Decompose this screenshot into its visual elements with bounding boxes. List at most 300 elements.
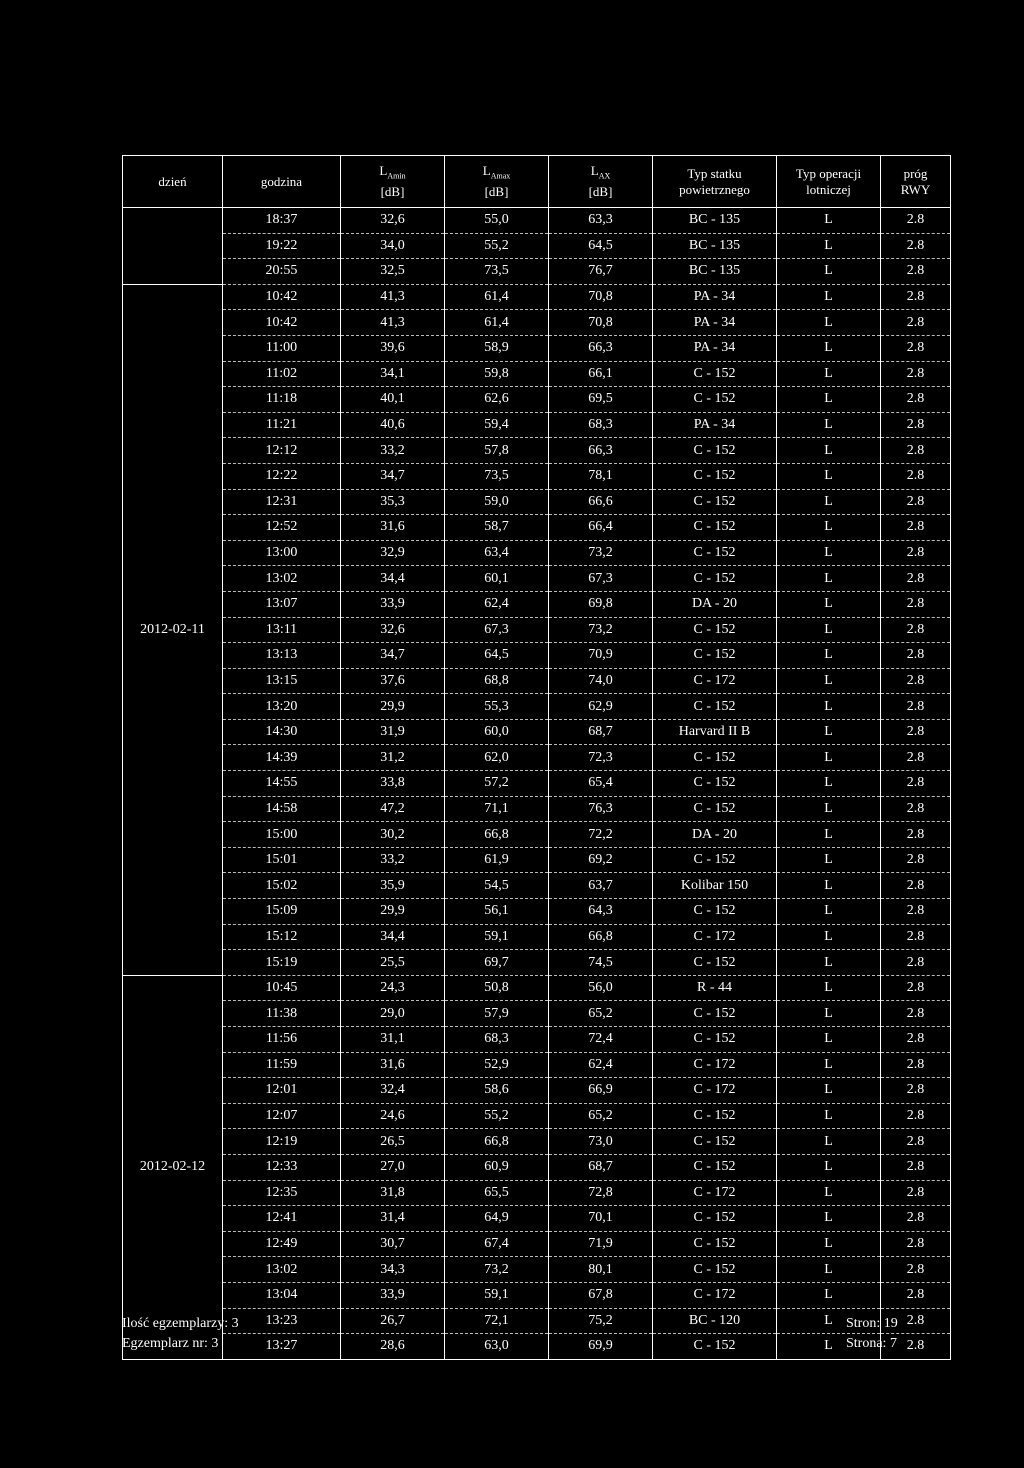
aircraft-cell: BC - 120 — [653, 1308, 777, 1334]
operation-cell: L — [777, 1334, 881, 1360]
operation-cell: L — [777, 438, 881, 464]
lamax-cell: 60,9 — [445, 1154, 549, 1180]
table-row — [123, 1078, 951, 1104]
threshold-cell: 2.8 — [881, 335, 951, 361]
time-cell: 11:59 — [223, 1052, 341, 1078]
operation-cell: L — [777, 975, 881, 1001]
lamax-cell: 64,5 — [445, 643, 549, 669]
operation-cell: L — [777, 1282, 881, 1308]
table-row — [123, 1154, 951, 1180]
operation-cell: L — [777, 387, 881, 413]
lamax-cell: 58,7 — [445, 515, 549, 541]
time-cell: 10:42 — [223, 284, 341, 310]
aircraft-cell: C - 172 — [653, 1180, 777, 1206]
table-row — [123, 233, 951, 259]
aircraft-cell: C - 152 — [653, 361, 777, 387]
aircraft-cell: C - 152 — [653, 1154, 777, 1180]
threshold-cell: 2.8 — [881, 566, 951, 592]
lamax-cell: 52,9 — [445, 1052, 549, 1078]
lax-cell: 70,9 — [549, 643, 653, 669]
lax-cell: 73,2 — [549, 617, 653, 643]
lamin-cell: 40,1 — [341, 387, 445, 413]
time-cell: 15:00 — [223, 822, 341, 848]
threshold-cell: 2.8 — [881, 310, 951, 336]
table-row — [123, 259, 951, 285]
lamin-cell: 35,3 — [341, 489, 445, 515]
lax-cell: 67,3 — [549, 566, 653, 592]
time-cell: 15:01 — [223, 847, 341, 873]
aircraft-cell: C - 152 — [653, 1103, 777, 1129]
copies-count: Ilość egzemplarzy: 3 — [122, 1316, 239, 1331]
operation-cell: L — [777, 719, 881, 745]
aircraft-cell: PA - 34 — [653, 335, 777, 361]
threshold-cell: 2.8 — [881, 515, 951, 541]
threshold-cell: 2.8 — [881, 796, 951, 822]
lamax-cell: 58,9 — [445, 335, 549, 361]
aircraft-cell: C - 152 — [653, 847, 777, 873]
time-cell: 12:01 — [223, 1078, 341, 1104]
aircraft-cell: C - 152 — [653, 950, 777, 976]
aircraft-cell: Harvard II B — [653, 719, 777, 745]
threshold-cell: 2.8 — [881, 463, 951, 489]
aircraft-cell: C - 152 — [653, 1206, 777, 1232]
threshold-cell: 2.8 — [881, 694, 951, 720]
threshold-cell: 2.8 — [881, 1078, 951, 1104]
lamax-cell: 66,8 — [445, 1129, 549, 1155]
header-lax: $L_{AX}$ [dB] — [549, 156, 653, 208]
lamin-cell: 34,1 — [341, 361, 445, 387]
operation-cell: L — [777, 284, 881, 310]
threshold-cell: 2.8 — [881, 847, 951, 873]
threshold-cell: 2.8 — [881, 1103, 951, 1129]
lax-cell: 74,5 — [549, 950, 653, 976]
lamin-cell: 26,7 — [341, 1308, 445, 1334]
lamin-cell: 24,6 — [341, 1103, 445, 1129]
table-row — [123, 643, 951, 669]
operation-cell: L — [777, 361, 881, 387]
table-row — [123, 719, 951, 745]
table-row — [123, 335, 951, 361]
time-cell: 10:45 — [223, 975, 341, 1001]
measurement-table — [122, 155, 951, 1360]
operation-cell: L — [777, 924, 881, 950]
aircraft-cell: C - 152 — [653, 796, 777, 822]
lamax-cell: 54,5 — [445, 873, 549, 899]
aircraft-cell: C - 152 — [653, 1129, 777, 1155]
lamin-cell: 29,9 — [341, 899, 445, 925]
lamin-cell: 28,6 — [341, 1334, 445, 1360]
threshold-cell: 2.8 — [881, 719, 951, 745]
table-row — [123, 1231, 951, 1257]
lamax-cell: 56,1 — [445, 899, 549, 925]
aircraft-cell: C - 152 — [653, 643, 777, 669]
operation-cell: L — [777, 1231, 881, 1257]
lax-cell: 72,3 — [549, 745, 653, 771]
lamax-cell: 73,2 — [445, 1257, 549, 1283]
lax-cell: 70,1 — [549, 1206, 653, 1232]
threshold-cell: 2.8 — [881, 489, 951, 515]
lamax-cell: 57,8 — [445, 438, 549, 464]
aircraft-cell: R - 44 — [653, 975, 777, 1001]
lamin-cell: 41,3 — [341, 310, 445, 336]
header-aircraft-type: Typ statku powietrznego — [653, 156, 777, 208]
operation-cell: L — [777, 771, 881, 797]
aircraft-cell: C - 152 — [653, 387, 777, 413]
time-cell: 13:27 — [223, 1334, 341, 1360]
lamax-cell: 68,3 — [445, 1027, 549, 1053]
time-cell: 12:31 — [223, 489, 341, 515]
time-cell: 19:22 — [223, 233, 341, 259]
time-cell: 15:09 — [223, 899, 341, 925]
threshold-cell: 2.8 — [881, 643, 951, 669]
threshold-cell: 2.8 — [881, 1129, 951, 1155]
threshold-cell: 2.8 — [881, 1180, 951, 1206]
table-row — [123, 463, 951, 489]
threshold-cell: 2.8 — [881, 591, 951, 617]
aircraft-cell: C - 152 — [653, 745, 777, 771]
lamax-cell: 60,0 — [445, 719, 549, 745]
header-row — [123, 156, 951, 208]
threshold-cell: 2.8 — [881, 1154, 951, 1180]
time-cell: 14:39 — [223, 745, 341, 771]
threshold-cell: 2.8 — [881, 1282, 951, 1308]
operation-cell: L — [777, 463, 881, 489]
time-cell: 13:04 — [223, 1282, 341, 1308]
table-row — [123, 1180, 951, 1206]
lamax-cell: 62,6 — [445, 387, 549, 413]
lax-cell: 63,3 — [549, 208, 653, 234]
lax-cell: 56,0 — [549, 975, 653, 1001]
operation-cell: L — [777, 566, 881, 592]
threshold-cell: 2.8 — [881, 1308, 951, 1334]
aircraft-cell: C - 152 — [653, 771, 777, 797]
lamax-cell: 57,2 — [445, 771, 549, 797]
aircraft-cell: C - 152 — [653, 1334, 777, 1360]
table-row — [123, 873, 951, 899]
lamax-cell: 61,4 — [445, 310, 549, 336]
operation-cell: L — [777, 847, 881, 873]
threshold-cell: 2.8 — [881, 233, 951, 259]
lamin-cell: 29,9 — [341, 694, 445, 720]
aircraft-cell: C - 152 — [653, 899, 777, 925]
aircraft-cell: C - 172 — [653, 924, 777, 950]
table-row — [123, 745, 951, 771]
lamax-cell: 59,8 — [445, 361, 549, 387]
operation-cell: L — [777, 233, 881, 259]
table-row — [123, 1103, 951, 1129]
lax-cell: 72,4 — [549, 1027, 653, 1053]
header-operation-type: Typ operacji lotniczej — [777, 156, 881, 208]
aircraft-cell: Kolibar 150 — [653, 873, 777, 899]
table-row — [123, 1027, 951, 1053]
operation-cell: L — [777, 1206, 881, 1232]
time-cell: 12:49 — [223, 1231, 341, 1257]
lax-cell: 76,7 — [549, 259, 653, 285]
table-row — [123, 566, 951, 592]
lamax-cell: 63,0 — [445, 1334, 549, 1360]
time-cell: 15:12 — [223, 924, 341, 950]
time-cell: 12:07 — [223, 1103, 341, 1129]
lamin-cell: 32,4 — [341, 1078, 445, 1104]
lamax-cell: 55,2 — [445, 233, 549, 259]
aircraft-cell: C - 172 — [653, 1282, 777, 1308]
header-threshold: próg RWY — [881, 156, 951, 208]
lax-cell: 74,0 — [549, 668, 653, 694]
table-row — [123, 847, 951, 873]
operation-cell: L — [777, 310, 881, 336]
time-cell: 13:13 — [223, 643, 341, 669]
lax-cell: 75,2 — [549, 1308, 653, 1334]
aircraft-cell: C - 152 — [653, 1257, 777, 1283]
threshold-cell: 2.8 — [881, 540, 951, 566]
threshold-cell: 2.8 — [881, 1001, 951, 1027]
table-row — [123, 1282, 951, 1308]
table-row — [123, 540, 951, 566]
lamin-cell: 34,4 — [341, 924, 445, 950]
lamax-cell: 55,3 — [445, 694, 549, 720]
table-row — [123, 1308, 951, 1334]
lamin-cell: 31,6 — [341, 1052, 445, 1078]
aircraft-cell: PA - 34 — [653, 412, 777, 438]
time-cell: 10:42 — [223, 310, 341, 336]
lax-cell: 66,9 — [549, 1078, 653, 1104]
time-cell: 14:58 — [223, 796, 341, 822]
table-row — [123, 822, 951, 848]
lamax-cell: 67,3 — [445, 617, 549, 643]
threshold-cell: 2.8 — [881, 745, 951, 771]
lax-cell: 63,7 — [549, 873, 653, 899]
table-row — [123, 489, 951, 515]
time-cell: 12:41 — [223, 1206, 341, 1232]
aircraft-cell: BC - 135 — [653, 208, 777, 234]
header-date: dzień — [123, 156, 223, 208]
lamin-cell: 24,3 — [341, 975, 445, 1001]
operation-cell: L — [777, 1078, 881, 1104]
operation-cell: L — [777, 489, 881, 515]
operation-cell: L — [777, 591, 881, 617]
aircraft-cell: C - 152 — [653, 694, 777, 720]
aircraft-cell: C - 172 — [653, 1052, 777, 1078]
table-row — [123, 284, 951, 310]
date-cell: 2012-02-11 — [123, 284, 223, 975]
time-cell: 12:19 — [223, 1129, 341, 1155]
lax-cell: 76,3 — [549, 796, 653, 822]
time-cell: 13:15 — [223, 668, 341, 694]
lamin-cell: 40,6 — [341, 412, 445, 438]
lax-cell: 62,9 — [549, 694, 653, 720]
lax-cell: 73,0 — [549, 1129, 653, 1155]
operation-cell: L — [777, 950, 881, 976]
threshold-cell: 2.8 — [881, 1257, 951, 1283]
lamin-cell: 39,6 — [341, 335, 445, 361]
time-cell: 12:33 — [223, 1154, 341, 1180]
lamax-cell: 59,1 — [445, 924, 549, 950]
lamin-cell: 32,5 — [341, 259, 445, 285]
lax-cell: 66,8 — [549, 924, 653, 950]
operation-cell: L — [777, 259, 881, 285]
aircraft-cell: PA - 34 — [653, 284, 777, 310]
lamin-cell: 33,2 — [341, 438, 445, 464]
lamin-cell: 33,9 — [341, 591, 445, 617]
total-pages: Stron: 19 — [846, 1316, 898, 1331]
lamin-cell: 34,7 — [341, 643, 445, 669]
header-lamax: $L_{Amax}$ [dB] — [445, 156, 549, 208]
time-cell: 11:02 — [223, 361, 341, 387]
lamin-cell: 33,9 — [341, 1282, 445, 1308]
table-row — [123, 438, 951, 464]
lamin-cell: 31,2 — [341, 745, 445, 771]
lamin-cell: 34,3 — [341, 1257, 445, 1283]
lamin-cell: 34,4 — [341, 566, 445, 592]
time-cell: 14:55 — [223, 771, 341, 797]
threshold-cell: 2.8 — [881, 412, 951, 438]
operation-cell: L — [777, 1001, 881, 1027]
lamin-cell: 31,8 — [341, 1180, 445, 1206]
header-lamin: $L_{Amin}$ [dB] — [341, 156, 445, 208]
lamax-cell: 55,2 — [445, 1103, 549, 1129]
table-row — [123, 924, 951, 950]
table-body — [123, 208, 951, 1360]
lamin-cell: 32,6 — [341, 208, 445, 234]
time-cell: 11:21 — [223, 412, 341, 438]
lax-cell: 72,8 — [549, 1180, 653, 1206]
lamin-cell: 32,9 — [341, 540, 445, 566]
threshold-cell: 2.8 — [881, 617, 951, 643]
lamax-cell: 58,6 — [445, 1078, 549, 1104]
lamax-cell: 59,4 — [445, 412, 549, 438]
time-cell: 12:52 — [223, 515, 341, 541]
lax-cell: 69,2 — [549, 847, 653, 873]
aircraft-cell: BC - 135 — [653, 233, 777, 259]
operation-cell: L — [777, 1308, 881, 1334]
table-row — [123, 796, 951, 822]
time-cell: 13:02 — [223, 1257, 341, 1283]
table-row — [123, 617, 951, 643]
lamax-cell: 63,4 — [445, 540, 549, 566]
lax-cell: 68,7 — [549, 719, 653, 745]
table-row — [123, 694, 951, 720]
table-row — [123, 1334, 951, 1360]
lamax-cell: 67,4 — [445, 1231, 549, 1257]
aircraft-cell: C - 152 — [653, 1001, 777, 1027]
time-cell: 12:12 — [223, 438, 341, 464]
lamax-cell: 73,5 — [445, 463, 549, 489]
lax-cell: 66,1 — [549, 361, 653, 387]
lax-cell: 70,8 — [549, 284, 653, 310]
lax-cell: 67,8 — [549, 1282, 653, 1308]
lax-cell: 65,2 — [549, 1103, 653, 1129]
lax-cell: 68,7 — [549, 1154, 653, 1180]
time-cell: 18:37 — [223, 208, 341, 234]
table-row — [123, 950, 951, 976]
threshold-cell: 2.8 — [881, 924, 951, 950]
lamin-cell: 47,2 — [341, 796, 445, 822]
operation-cell: L — [777, 822, 881, 848]
copy-number: Egzemplarz nr: 3 — [122, 1336, 219, 1351]
lamin-cell: 26,5 — [341, 1129, 445, 1155]
lax-cell: 69,5 — [549, 387, 653, 413]
operation-cell: L — [777, 617, 881, 643]
time-cell: 13:11 — [223, 617, 341, 643]
operation-cell: L — [777, 1154, 881, 1180]
threshold-cell: 2.8 — [881, 438, 951, 464]
threshold-cell: 2.8 — [881, 361, 951, 387]
aircraft-cell: PA - 34 — [653, 310, 777, 336]
lax-cell: 69,9 — [549, 1334, 653, 1360]
operation-cell: L — [777, 515, 881, 541]
operation-cell: L — [777, 335, 881, 361]
operation-cell: L — [777, 694, 881, 720]
lax-cell: 68,3 — [549, 412, 653, 438]
time-cell: 13:00 — [223, 540, 341, 566]
lax-cell: 66,4 — [549, 515, 653, 541]
operation-cell: L — [777, 1052, 881, 1078]
lamax-cell: 69,7 — [445, 950, 549, 976]
lamin-cell: 30,7 — [341, 1231, 445, 1257]
table-row — [123, 1257, 951, 1283]
table-row — [123, 975, 951, 1001]
threshold-cell: 2.8 — [881, 387, 951, 413]
threshold-cell: 2.8 — [881, 1027, 951, 1053]
threshold-cell: 2.8 — [881, 822, 951, 848]
lax-cell: 66,3 — [549, 438, 653, 464]
threshold-cell: 2.8 — [881, 668, 951, 694]
lax-cell: 64,3 — [549, 899, 653, 925]
time-cell: 12:35 — [223, 1180, 341, 1206]
lamax-cell: 64,9 — [445, 1206, 549, 1232]
operation-cell: L — [777, 899, 881, 925]
aircraft-cell: DA - 20 — [653, 822, 777, 848]
lamin-cell: 37,6 — [341, 668, 445, 694]
operation-cell: L — [777, 1027, 881, 1053]
lamax-cell: 71,1 — [445, 796, 549, 822]
table-row — [123, 1206, 951, 1232]
threshold-cell: 2.8 — [881, 1052, 951, 1078]
lamin-cell: 29,0 — [341, 1001, 445, 1027]
lamin-cell: 34,0 — [341, 233, 445, 259]
operation-cell: L — [777, 796, 881, 822]
lamax-cell: 55,0 — [445, 208, 549, 234]
table-row — [123, 310, 951, 336]
threshold-cell: 2.8 — [881, 975, 951, 1001]
operation-cell: L — [777, 873, 881, 899]
lax-cell: 62,4 — [549, 1052, 653, 1078]
lamin-cell: 31,9 — [341, 719, 445, 745]
lax-cell: 78,1 — [549, 463, 653, 489]
lamin-cell: 35,9 — [341, 873, 445, 899]
operation-cell: L — [777, 1129, 881, 1155]
aircraft-cell: C - 172 — [653, 1078, 777, 1104]
table-row — [123, 515, 951, 541]
operation-cell: L — [777, 1257, 881, 1283]
lamax-cell: 66,8 — [445, 822, 549, 848]
date-cell: 2012-02-12 — [123, 975, 223, 1359]
aircraft-cell: DA - 20 — [653, 591, 777, 617]
date-cell — [123, 208, 223, 285]
lamin-cell: 25,5 — [341, 950, 445, 976]
lamin-cell: 33,8 — [341, 771, 445, 797]
threshold-cell: 2.8 — [881, 1231, 951, 1257]
time-cell: 14:30 — [223, 719, 341, 745]
header-time: godzina — [223, 156, 341, 208]
lamin-cell: 41,3 — [341, 284, 445, 310]
aircraft-cell: C - 152 — [653, 463, 777, 489]
threshold-cell: 2.8 — [881, 873, 951, 899]
time-cell: 13:07 — [223, 591, 341, 617]
lamax-cell: 73,5 — [445, 259, 549, 285]
aircraft-cell: C - 152 — [653, 515, 777, 541]
lax-cell: 66,6 — [549, 489, 653, 515]
